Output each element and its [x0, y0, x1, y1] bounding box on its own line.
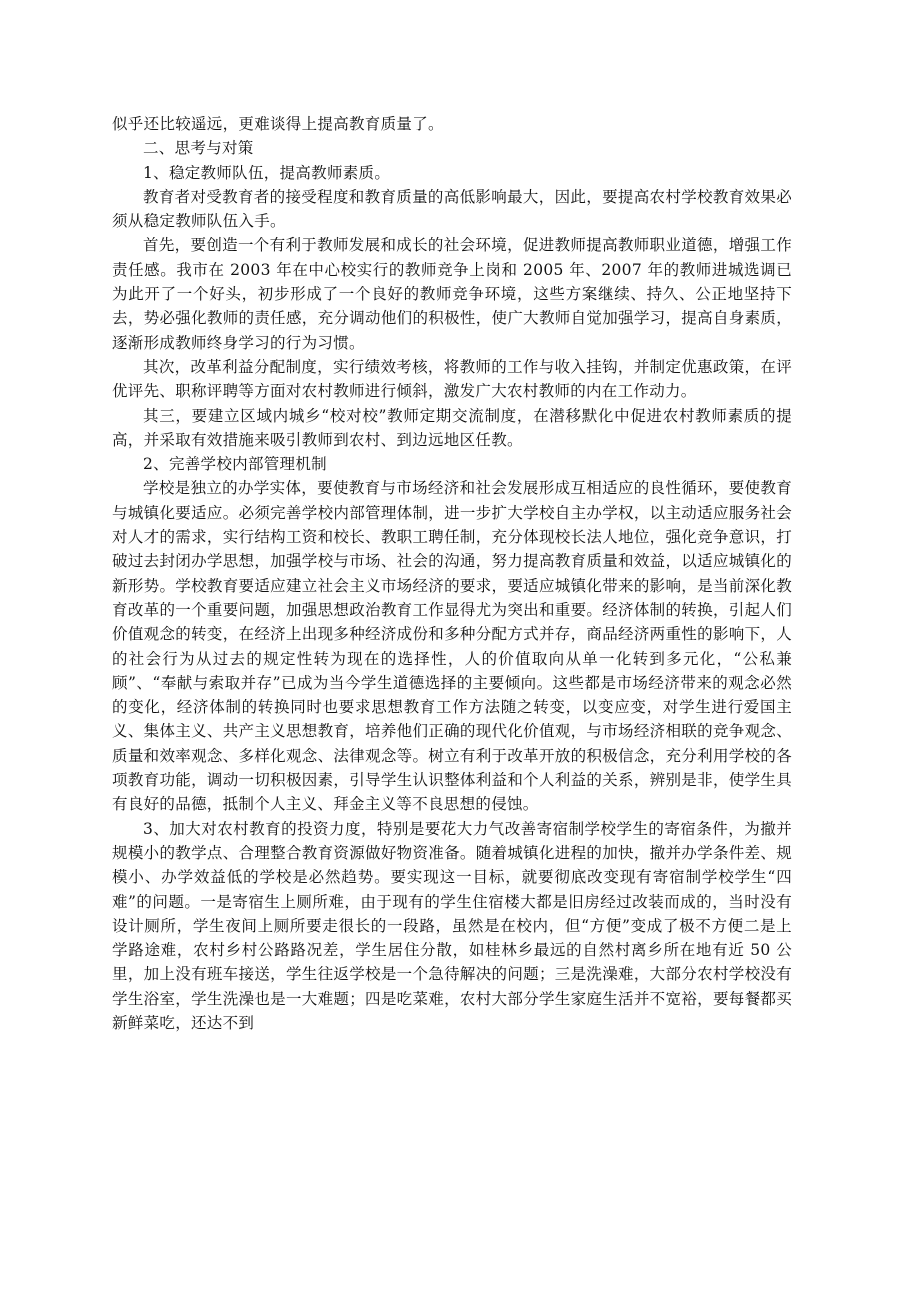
paragraph-third: 其三，要建立区域内城乡“校对校”教师定期交流制度，在潜移默化中促进农村教师素质的提高，并采取有效措施来吸引教师到农村、到边远地区任教。: [112, 406, 792, 449]
paragraph-investment: 3、加大对农村教育的投资力度，特别是要花大力气改善寄宿制学校学生的寄宿条件，为撤并规模小的教学点、合理整合教育资源做好物资准备。随着城镇化进程的加快，撤并办学条件差、规模小、办学效益低的学校是必然趋势。要实现这一目标，就要彻底改变现有寄宿制学校学生“四难”的问题。一是寄宿生上厕所难，由于现有的学生住宿楼大都是旧房经过改装而成的，当时没有设计厕所，学生夜间上厕所要走很长的一段路，虽然是在校内，但“方便”变成了极不方便二是上学路途难，农村乡村公路路况差，学生居住分散，如桂林乡最远的自然村离乡所在地有近 50 公里，加上没有班车接送，学生往返学校是一个急待解决的问题；三是洗澡难，大部分农村学校没有学生浴室，学生洗澡也是一大难题；四是吃菜难，农村大部分学生家庭生活并不宽裕，要每餐都买新鲜菜吃，还达不到: [112, 819, 792, 1032]
paragraph-second: 其次，改革利益分配制度，实行绩效考核，将教师的工作与收入挂钩，并制定优惠政策，在评优评先、职称评聘等方面对农村教师进行倾斜，激发广大农村教师的内在工作动力。: [112, 357, 792, 401]
subheading-2: 2、完善学校内部管理机制: [143, 455, 327, 474]
document-page: [112, 112, 792, 1035]
section-heading-2: 二、思考与对策: [143, 139, 254, 158]
paragraph-teachers-influence: 教育者对受教育者的接受程度和教育质量的高低影响最大，因此，要提高农村学校教育效果必须从稳定教师队伍入手。: [112, 187, 792, 231]
paragraph-first: 首先，要创造一个有利于教师发展和成长的社会环境，促进教师提高教师职业道德，增强工作责任感。我市在 2003 年在中心校实行的教师竞争上岗和 2005 年、2007 年的教师进城选调已为此开了一个好头，初步形成了一个良好的教师竞争环境，这些方案继续、持久、公正地坚持下去，势必强化教师的责任感，充分调动他们的积极性，使广大教师自觉加强学习，提高自身素质，逐渐形成教师终身学习的行为习惯。: [112, 236, 792, 352]
paragraph-school-management: 学校是独立的办学实体，要使教育与市场经济和社会发展形成互相适应的良性循环，要使教育与城镇化要适应。必须完善学校内部管理体制，进一步扩大学校自主办学权，以主动适应服务社会对人才的需求，实行结构工资和校长、教职工聘任制，充分体现校长法人地位，强化竞争意识，打破过去封闭办学思想，加强学校与市场、社会的沟通，努力提高教育质量和效益，以适应城镇化的新形势。学校教育要适应建立社会主义市场经济的要求，要适应城镇化带来的影响，是当前深化教育改革的一个重要问题，加强思想政治教育工作显得尤为突出和重要。经济体制的转换，引起人们价值观念的转变，在经济上出现多种经济成份和多种分配方式并存，商品经济两重性的影响下，人的社会行为从过去的规定性转为现在的选择性，人的价值取向从单一化转到多元化，“公私兼顾”、“奉献与索取并存”已成为当今学生道德选择的主要倾向。这些都是市场经济带来的观念必然的变化，经济体制的转换同时也要求思想教育工作方法随之转变，以变应变，对学生进行爱国主义、集体主义、共产主义思想教育，培养他们正确的现代化价值观，与市场经济相联的竞争观念、质量和效率观念、多样化观念、法律观念等。树立有利于改革开放的积极信念，充分利用学校的各项教育功能，调动一切积极因素，引导学生认识整体利益和个人利益的关系，辨别是非，使学生具有良好的品德，抵制个人主义、拜金主义等不良思想的侵蚀。: [112, 479, 792, 814]
subheading-1: 1、稳定教师队伍，提高教师素质。: [143, 163, 391, 182]
paragraph-continuation: 似乎还比较遥远，更难谈得上提高教育质量了。: [112, 115, 444, 133]
